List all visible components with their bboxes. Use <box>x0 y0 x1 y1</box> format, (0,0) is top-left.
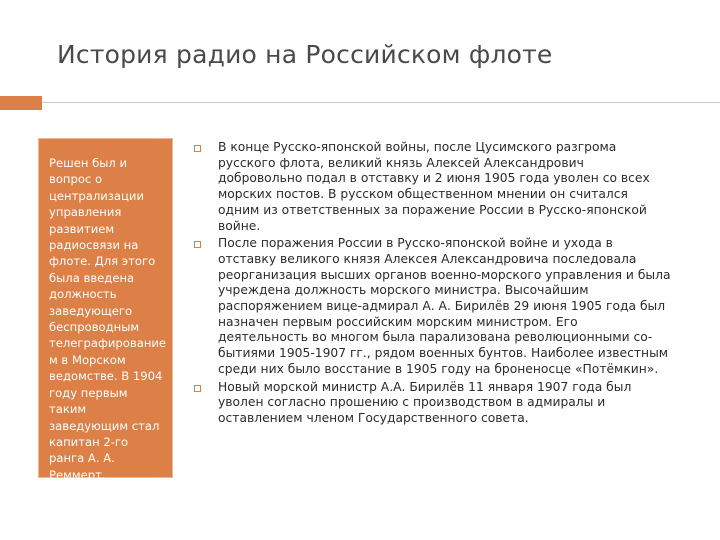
bullet-text: После поражения России в Русско-японской войне и ухода в отставку великого князя Алексея Александровича последовала реорганизация высших органов военно-морского управления и была учреждена должность морского министра. Высочайшим распоряжением вице-адмирал А. А. Бирилёв 29 июня 1905 года был назначен первым российским морским министром. Его деятельность во многом была парализована революционными со-бытиями 1905-1907 гг., рядом военных бунтов. Наиболее известным среди них было восстание в 1905 году на броненосце «Потёмкин». <box>218 236 671 376</box>
accent-bar <box>0 96 42 110</box>
square-bullet-icon <box>194 241 201 248</box>
slide-title: История радио на Российском флоте <box>57 40 553 69</box>
square-bullet-icon <box>194 385 201 392</box>
bullet-item <box>193 140 671 234</box>
square-bullet-icon <box>194 145 201 152</box>
bullet-item <box>193 236 671 377</box>
bullet-list <box>193 140 671 429</box>
bullet-item <box>193 380 671 427</box>
side-text-box: Решен был и вопрос о централизации управления развитием радиосвязи на флоте. Для этого была введена должность заведующего беспроводным телеграфирование м в Морском ведомстве. В 1904 году первым таким заведующим стал капитан 2-го ранга А. А. Реммерт. <box>38 138 173 478</box>
title-divider <box>0 102 720 103</box>
bullet-text: В конце Русско-японской войны, после Цусимского разгрома русского флота, великий князь Алексей Александрович добровольно подал в отставку и 2 июня 1905 года уволен со всех морских постов. В русском общественном мнении он считался одним из ответственных за поражение России в Русско-японской войне. <box>218 140 650 233</box>
bullet-text: Новый морской министр А.А. Бирилёв 11 января 1907 года был уволен согласно прошению с производством в адмиралы и оставлением членом Государственного совета. <box>218 379 632 425</box>
